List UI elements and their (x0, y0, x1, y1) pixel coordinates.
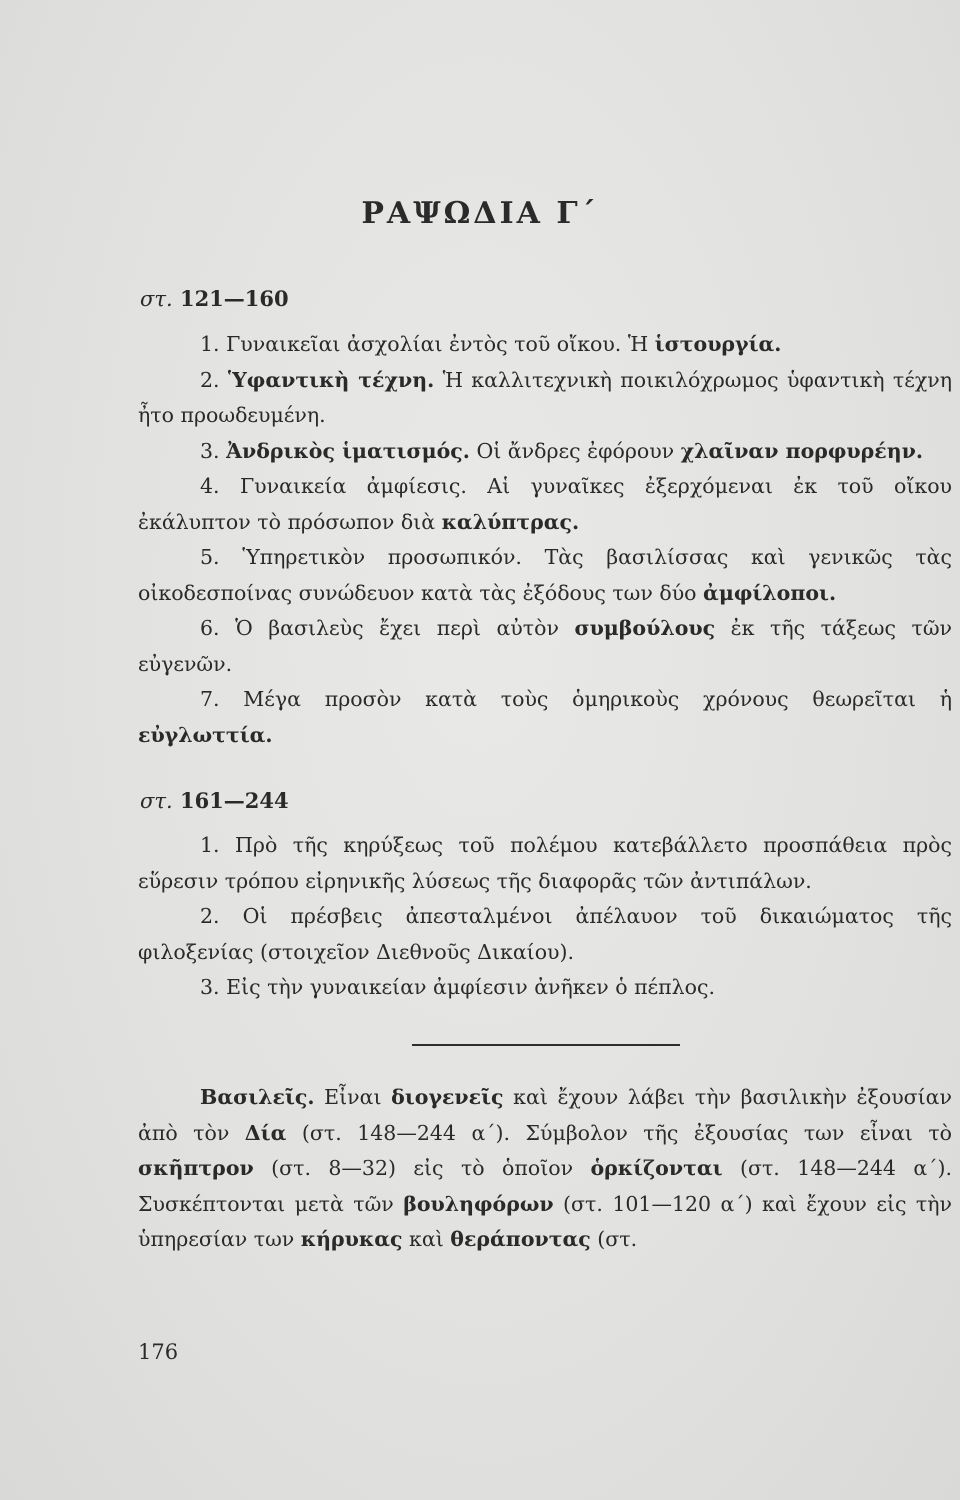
list-item: 1. Γυναικεῖαι ἀσχολίαι ἐντὸς τοῦ οἴκου. Ἡ ἱστουργία. (200, 332, 782, 356)
divider-rule (412, 1044, 680, 1046)
chapter-title: ΡΑΨΩΔΙΑ Γ΄ (361, 196, 599, 231)
section-2-list (138, 828, 952, 1006)
section-prefix: στ. (140, 789, 173, 813)
section-1-list (138, 327, 952, 753)
list-item: 2. Οἱ πρέσβεις ἀπεσταλμένοι ἀπέλαυον τοῦ δικαιώματος τῆς φιλοξενίας (στοιχεῖον Διεθνοῦς Δικαίου). (138, 904, 952, 964)
list-item: 5. Ὑπηρετικὸν προσωπικόν. Τὰς βασιλίσσας καὶ γενικῶς τὰς οἰκοδεσποίνας συνώδευον κατὰ τὰς ἐξόδους των δύο ἀμφίλοποι. (138, 545, 952, 605)
page-number: 176 (138, 1340, 179, 1364)
list-item: 2. Ὑφαντικὴ τέχνη. Ἡ καλλιτεχνικὴ ποικιλόχρωμος ὑφαντικὴ τέχνη ἦτο προωδευμένη. (138, 367, 952, 427)
list-item: 7. Μέγα προσὸν κατὰ τοὺς ὁμηρικοὺς χρόνους θεωρεῖται ἡ εὐγλωττία. (138, 687, 952, 747)
section-heading (140, 788, 289, 813)
notes-paragraph: Βασιλεῖς. Εἶναι διογενεῖς καὶ ἔχουν λάβει τὴν βασιλικὴν ἐξουσίαν ἀπὸ τὸν Δία (στ. 148—244 α΄). Σύμβολον τῆς ἐξουσίας των εἶναι τὸ σκῆπτρον (στ. 8—32) εἰς τὸ ὁποῖον ὁρκίζονται (στ. 148—244 α΄). Συσκέπτονται μετὰ τῶν βουληφόρων (στ. 101—120 α΄) καὶ ἔχουν εἰς τὴν ὑπηρεσίαν των κήρυκας καὶ θεράποντας (στ. (138, 1085, 952, 1251)
list-item: 6. Ὁ βασιλεὺς ἔχει περὶ αὐτὸν συμβούλους ἐκ τῆς τάξεως τῶν εὐγενῶν. (138, 616, 952, 676)
section-prefix: στ. (140, 287, 173, 311)
list-item: 4. Γυναικεία ἀμφίεσις. Αἱ γυναῖκες ἐξερχόμεναι ἐκ τοῦ οἴκου ἐκάλυπτον τὸ πρόσωπον διὰ καλύπτρας. (138, 474, 952, 534)
list-item: 1. Πρὸ τῆς κηρύξεως τοῦ πολέμου κατεβάλλετο προσπάθεια πρὸς εὕρεσιν τρόπου εἰρηνικῆς λύσεως τῆς διαφορᾶς τῶν ἀντιπάλων. (138, 833, 952, 893)
list-item: 3. Ἀνδρικὸς ἱματισμός. Οἱ ἄνδρες ἐφόρουν χλαῖναν πορφυρέην. (200, 438, 924, 463)
list-item: 3. Εἰς τὴν γυναικείαν ἀμφίεσιν ἀνῆκεν ὁ πέπλος. (200, 975, 715, 999)
section-heading (140, 286, 289, 311)
section-range: 121—160 (179, 286, 289, 311)
section-range: 161—244 (179, 788, 289, 813)
